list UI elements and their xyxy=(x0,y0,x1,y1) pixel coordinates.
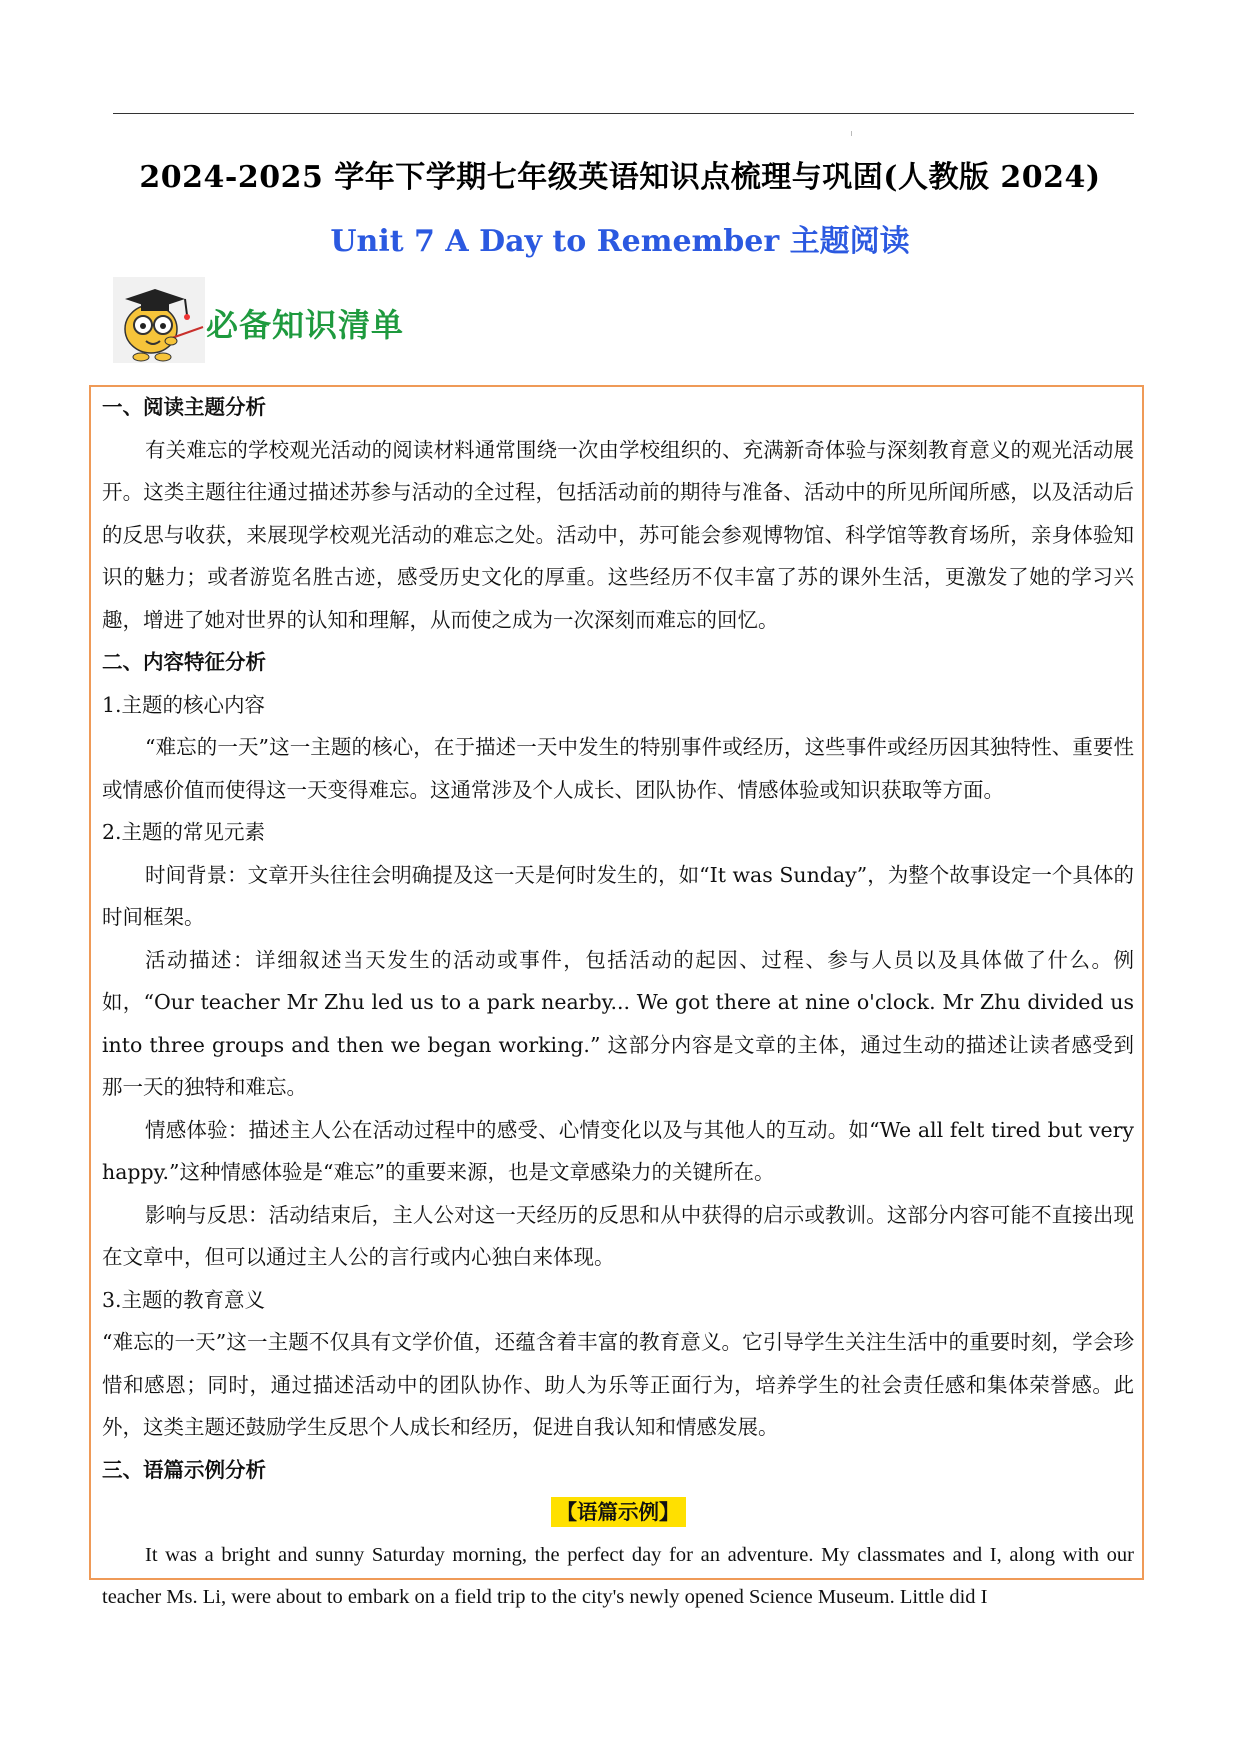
document-title: 2024-2025 学年下学期七年级英语知识点梳理与巩固(人教版 2024) xyxy=(139,160,1101,195)
section-heading-1: 一、阅读主题分析 xyxy=(102,395,266,419)
paragraph: “难忘的一天”这一主题不仅具有文学价值，还蕴含着丰富的教育意义。它引导学生关注生活中的重要时刻，学会珍惜和感恩；同时，通过描述活动中的团队协作、助人为乐等正面行为，培养学生的社会责任感和集体荣誉感。此外，这类主题还鼓励学生反思个人成长和经历，促进自我认知和情感发展。 xyxy=(102,1330,1134,1439)
paragraph: It was a bright and sunny Saturday morning, the perfect day for an adventure. My classmates and I, along with our teacher Ms. Li, were about to embark on a field trip to the city's newly opened Science Museum. Little did I xyxy=(102,1543,1134,1608)
example-caption: 【语篇示例】 xyxy=(551,1497,686,1527)
subheading: 1.主题的核心内容 xyxy=(102,692,266,717)
knowledge-content xyxy=(102,386,1134,1619)
header-mark xyxy=(851,131,852,136)
paragraph: 时间背景：文章开头往往会明确提及这一天是何时发生的，如“It was Sunday”，为整个故事设定一个具体的时间框架。 xyxy=(102,862,1134,929)
section-badge-title: 必备知识清单 xyxy=(206,306,405,344)
paragraph: 有关难忘的学校观光活动的阅读材料通常围绕一次由学校组织的、充满新奇体验与深刻教育意义的观光活动展开。这类主题往往通过描述苏参与活动的全过程，包括活动前的期待与准备、活动中的所见所闻所感，以及活动后的反思与收获，来展现学校观光活动的难忘之处。活动中，苏可能会参观博物馆、科学馆等教育场所，亲身体验知识的魅力；或者游览名胜古迹，感受历史文化的厚重。这些经历不仅丰富了苏的课外生活，更激发了她的学习兴趣，增进了她对世界的认知和理解，从而使之成为一次深刻而难忘的回忆。 xyxy=(102,437,1134,632)
paragraph: 影响与反思：活动结束后，主人公对这一天经历的反思和从中获得的启示或教训。这部分内容可能不直接出现在文章中，但可以通过主人公的言行或内心独白来体现。 xyxy=(102,1202,1134,1269)
paragraph: “难忘的一天”这一主题的核心，在于描述一天中发生的特别事件或经历，这些事件或经历因其独特性、重要性或情感价值而使得这一天变得难忘。这通常涉及个人成长、团队协作、情感体验或知识获取等方面。 xyxy=(102,735,1134,802)
scholar-mascot-icon xyxy=(113,277,205,363)
paragraph: 情感体验：描述主人公在活动过程中的感受、心情变化以及与其他人的互动。如“We all felt tired but very happy.”这种情感体验是“难忘”的重要来源，也是文章感染力的关键所在。 xyxy=(102,1117,1134,1184)
paragraph: 活动描述：详细叙述当天发生的活动或事件，包括活动的起因、过程、参与人员以及具体做了什么。例如，“Our teacher Mr Zhu led us to a park nearby... We got there at nine o'clock. Mr Zhu divided us into three groups and then we began working.” 这部分内容是文章的主体，通过生动的描述让读者感受到那一天的独特和难忘。 xyxy=(102,947,1134,1099)
subheading: 3.主题的教育意义 xyxy=(102,1287,266,1312)
header-rule xyxy=(113,113,1134,114)
section-heading-3: 三、语篇示例分析 xyxy=(102,1457,266,1482)
document-subtitle: Unit 7 A Day to Remember 主题阅读 xyxy=(330,224,910,259)
subheading: 2.主题的常见元素 xyxy=(102,820,266,844)
section-heading-2: 二、内容特征分析 xyxy=(102,650,266,674)
caption-row xyxy=(102,1491,1134,1534)
